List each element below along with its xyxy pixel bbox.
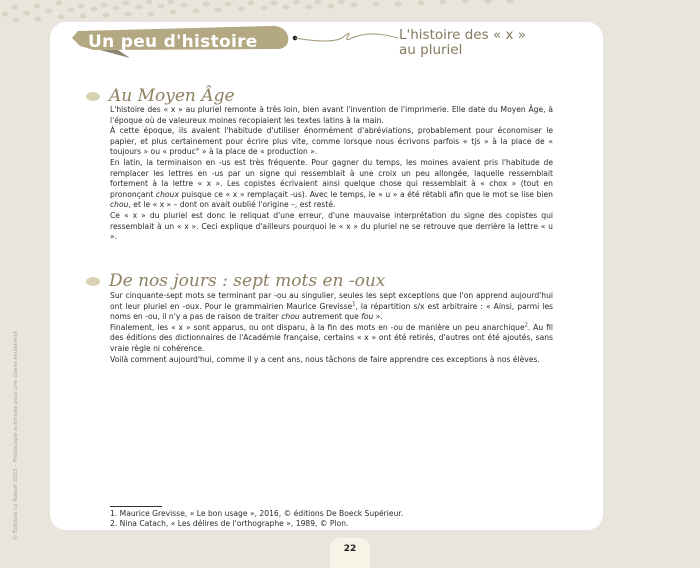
- string-decoration-icon: [290, 24, 402, 56]
- footnote-1: 1. Maurice Grevisse, « Le bon usage », 2016, © éditions De Boeck Supérieur.: [110, 509, 404, 518]
- section-body-moyen-age: L'histoire des « x » au pluriel remonte à très loin, bien avant l'invention de l'imprimerie. Elle date du Moyen Âge, à l'époque où de valeureux moines recopiaient les textes latins à la main. À cette époque, ils avaient l'habitude d'utiliser énormément d'abréviations, probablement pour économiser le papier, et plus certainement pour écrire plus vite, comme lorsque nous écrivons parfois « tjs » à la place de « toujours » ou « produc° » à la place de « production ». En latin, la terminaison en -us est très fréquente. Pour gagner du temps, les moines avaient pris l'habitude de remplacer les lettres en -us par un signe qui ressemblait à une croix un peu allongée, laquelle ressemblait fortement à la lettre « x ». Les copistes écrivaient ainsi quelque chose qui ressemblait à « chox » (tout en prononçant choux puisque ce « x » remplaçait -us). Avec le temps, le « u » a été rétabli afin que le mot se lise bien chou, et le « x » – dont on avait oublié l'origine –, est resté. Ce « x » du pluriel est donc le reliquat d'une erreur, d'une mauvaise interprétation du signe des copistes qui ressemblait à un « x ». Ceci explique d'ailleurs pourquoi le « x » du pluriel ne se retrouve que derrière la lettre « u ».: [110, 105, 553, 242]
- page-number: 22: [343, 544, 357, 554]
- footnotes: [110, 509, 403, 529]
- footnote-2: 2. Nina Catach, « Les délires de l'orthographe », 1989, © Plon.: [110, 519, 349, 528]
- banner-title: Un peu d'histoire: [88, 32, 258, 52]
- footnote-divider: [110, 506, 162, 507]
- section-body-de-nos-jours: Sur cinquante-sept mots se terminant par -ou au singulier, seules les sept exceptions que l'on apprend aujourd'hui ont leur pluriel en -oux. Pour le grammairien Maurice Grevisse$^1$, la répartition s/x est arbitraire : « Ainsi, parmi les noms en -ou, il n'y a pas de raison de traiter chou autrement que fou ». Finalement, les « x » sont apparus, ou ont disparu, à la fin des mots en -ou de manière un peu anarchique$^2$. Au fil des éditions des dictionnaires de l'Académie française, certains « x » ont été retirés, d'autres ont été ajoutés, sans vraie règle ni cohérence. Voilà comment aujourd'hui, comme il y a cent ans, nous tâchons de faire apprendre ces exceptions à nos élèves.: [110, 291, 553, 364]
- bullet-dot-icon: [86, 92, 100, 101]
- section-heading-de-nos-jours: De nos jours : sept mots en -oux: [86, 271, 385, 291]
- banner-subtitle: L'histoire des « x » au pluriel: [399, 27, 527, 58]
- copyright-credit: © Éditions Le Robert 2023 – Photocopie autorisée pour une classe seulement: [13, 330, 19, 540]
- bullet-dot-icon: [86, 277, 100, 286]
- section-heading-moyen-age: Au Moyen Âge: [86, 86, 235, 106]
